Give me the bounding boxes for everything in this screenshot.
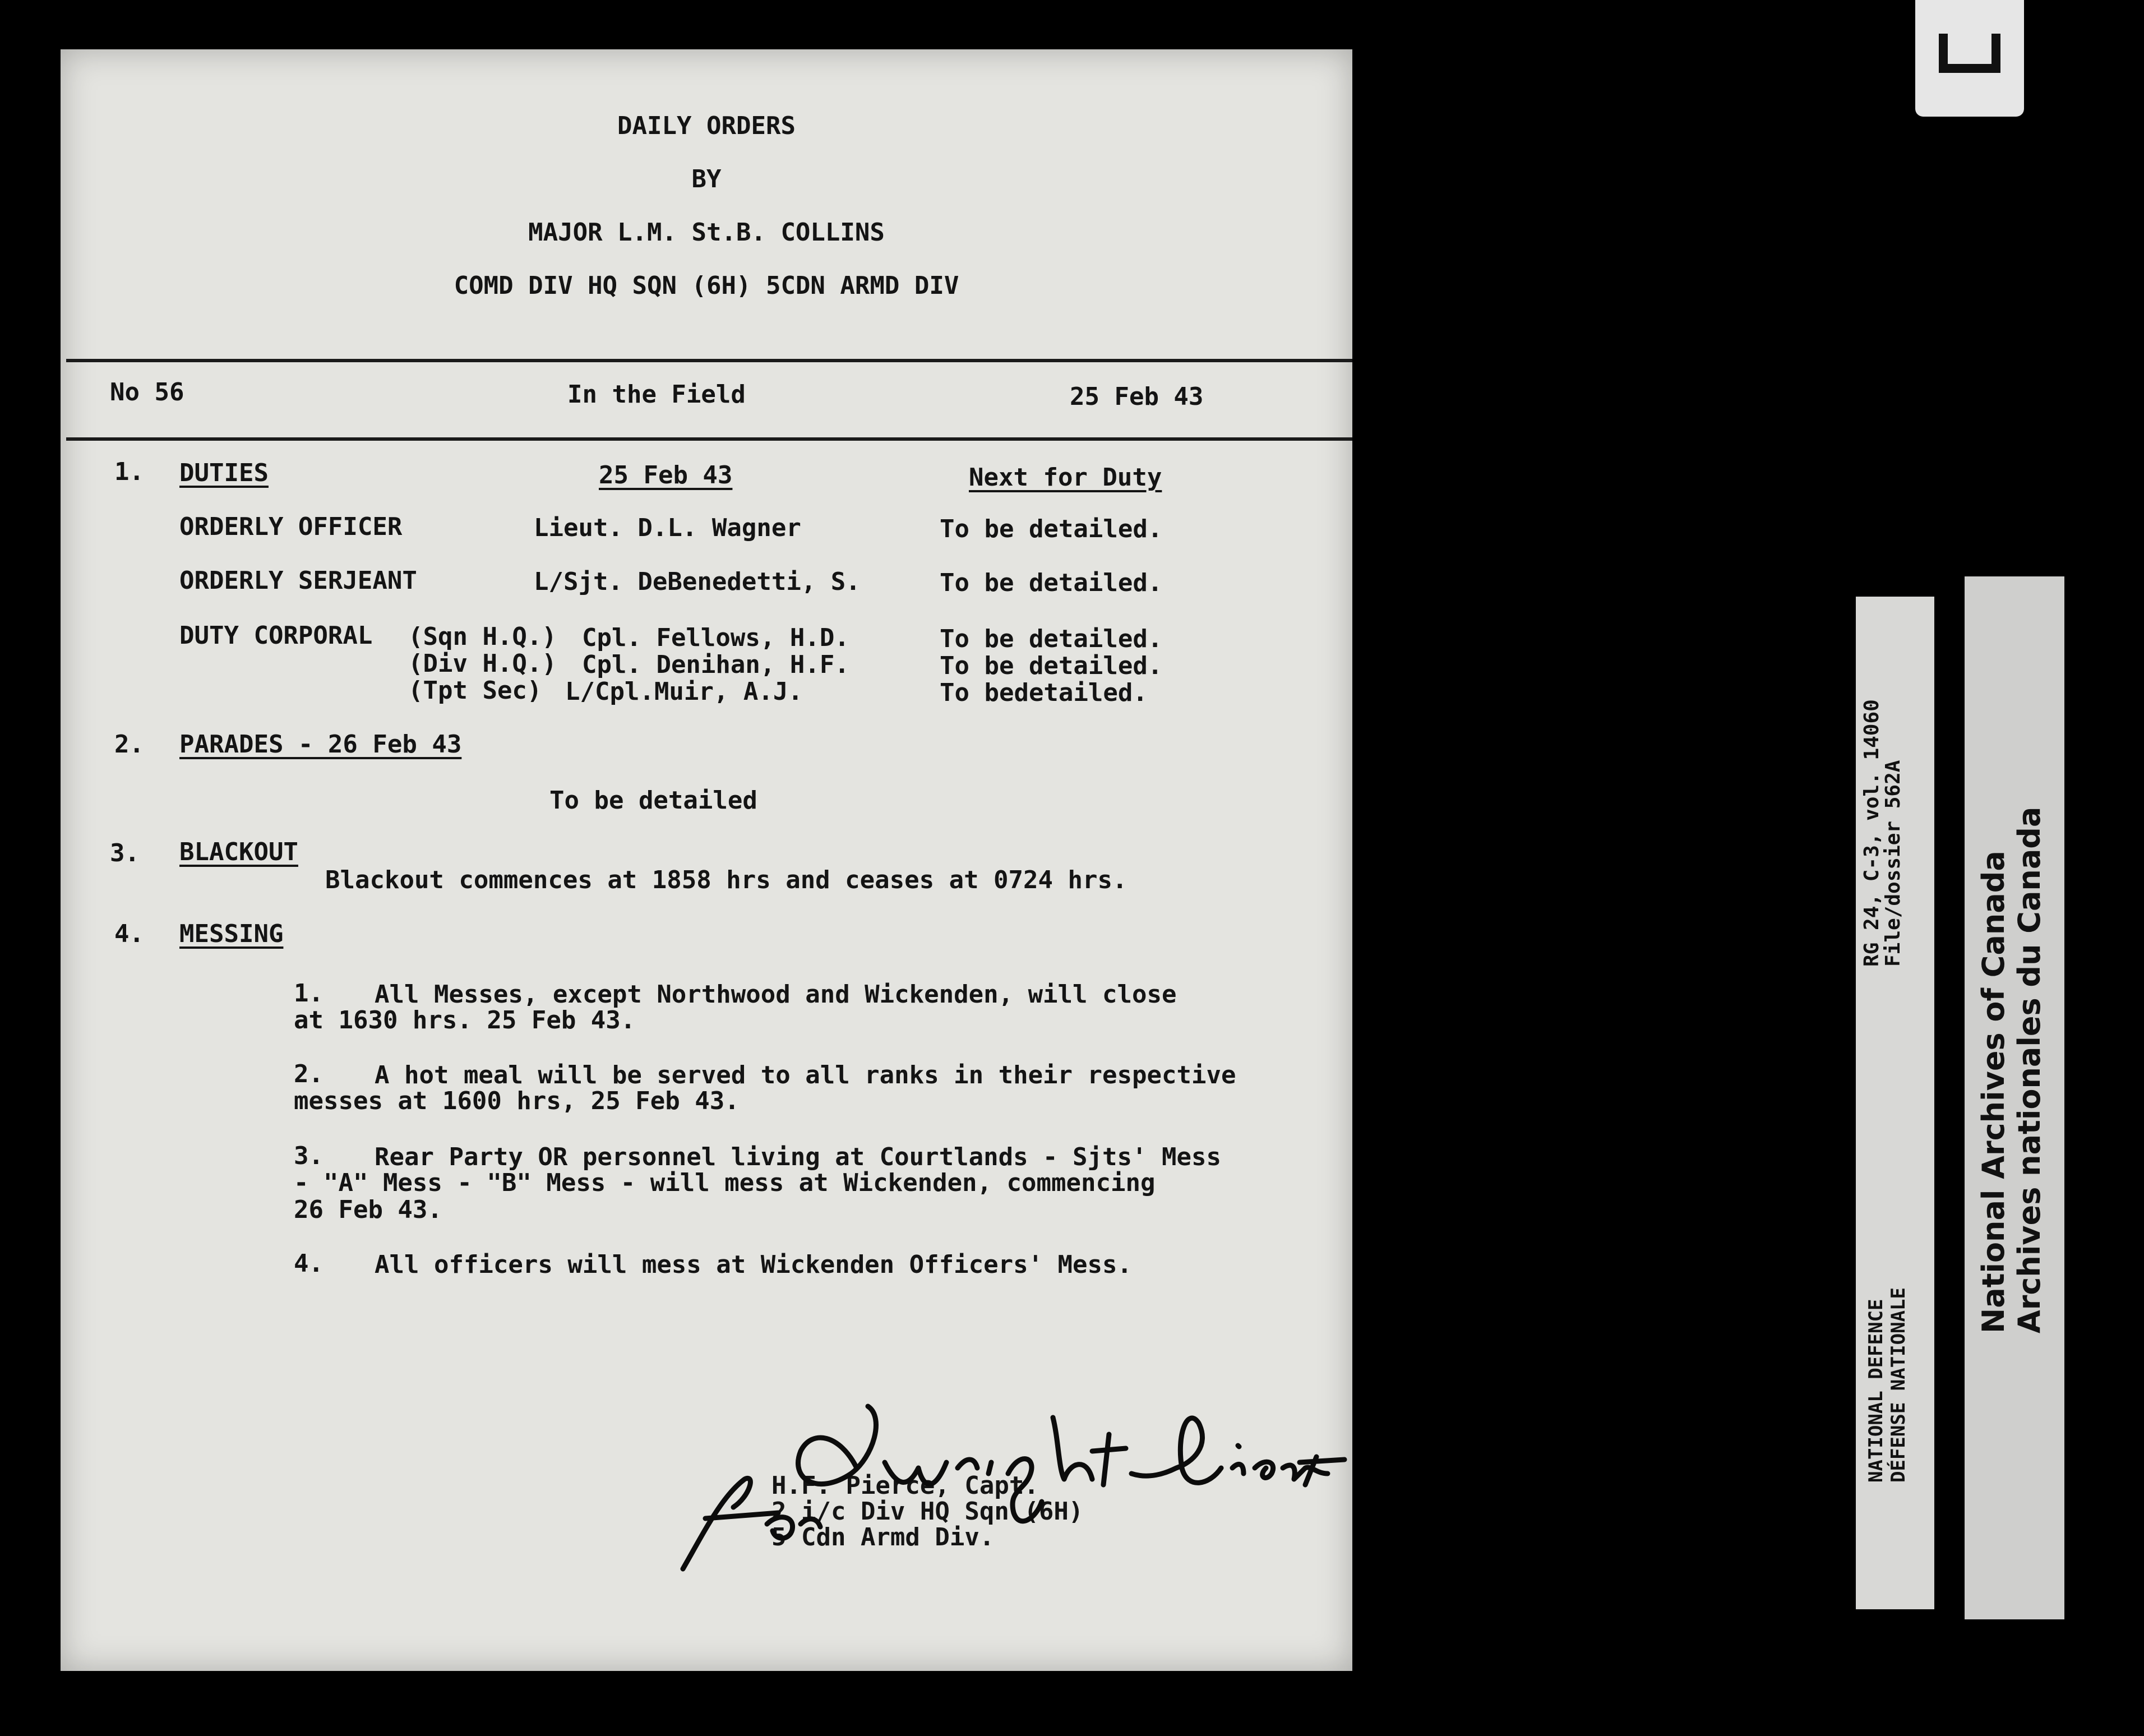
daily-orders-page: [61, 49, 1352, 1671]
archive-defense-nationale: DÉFENSE NATIONALE: [1887, 1287, 1910, 1483]
section-number-messing: 4.: [114, 920, 144, 948]
section-number-parades: 2.: [114, 730, 144, 759]
section-number-duties: 1.: [114, 458, 144, 486]
archive-national-defence: NATIONAL DEFENCE: [1865, 1299, 1887, 1483]
duty-next: To be detailed.: [940, 652, 1163, 680]
duty-role: ORDERLY SERJEANT: [179, 566, 417, 595]
signature-name: H.F. Pierce, Capt.: [771, 1471, 1039, 1500]
messing-item-line: 26 Feb 43.: [294, 1195, 442, 1224]
section-heading-duties: DUTIES: [179, 459, 269, 487]
blackout-text: Blackout commences at 1858 hrs and ceases at 0724 hrs.: [325, 866, 1128, 894]
duty-unit: (Tpt Sec): [408, 676, 542, 705]
duty-name: Cpl. Denihan, H.F.: [582, 650, 849, 679]
title-commander: MAJOR L.M. St.B. COLLINS: [528, 218, 885, 247]
handwritten-signature: [672, 1384, 1352, 1586]
duty-name: Lieut. D.L. Wagner: [534, 514, 801, 542]
messing-item-line: A hot meal will be served to all ranks in their respective: [375, 1061, 1236, 1089]
duty-role: DUTY CORPORAL: [179, 621, 373, 650]
archive-name-french: Archives nationales du Canada: [2012, 806, 2047, 1333]
messing-item-line: All officers will mess at Wickenden Officers' Mess.: [375, 1250, 1133, 1279]
section-heading-parades: PARADES - 26 Feb 43: [179, 730, 462, 759]
title-by: BY: [691, 165, 722, 193]
archive-name-english: National Archives of Canada: [1976, 851, 2011, 1333]
archive-reference-strip: [1856, 597, 1934, 1609]
title-daily-orders: DAILY ORDERS: [617, 112, 796, 140]
messing-item-number: 2.: [294, 1060, 324, 1088]
duty-next: To be detailed.: [940, 569, 1163, 597]
messing-item-line: - "A" Mess - "B" Mess - will mess at Wickenden, commencing: [294, 1169, 1156, 1197]
signature-appointment: 2 i/c Div HQ Sqn (6H): [771, 1497, 1084, 1526]
messing-item-line: Rear Party OR personnel living at Courtlands - Sjts' Mess: [375, 1143, 1221, 1171]
header-rule-bottom: [66, 437, 1352, 441]
parades-text: To be detailed: [549, 786, 757, 815]
duties-col-next: Next for Duty: [969, 463, 1162, 492]
duty-unit: (Sqn H.Q.): [408, 622, 557, 651]
duty-next: To be detailed.: [940, 625, 1163, 653]
messing-item-line: at 1630 hrs. 25 Feb 43.: [294, 1006, 636, 1035]
duty-next: To bedetailed.: [940, 678, 1148, 707]
order-number: No 56: [110, 378, 184, 407]
order-location: In the Field: [567, 380, 746, 409]
header-rule-top: [66, 359, 1352, 362]
duty-role: ORDERLY OFFICER: [179, 513, 403, 541]
duty-name: L/Sjt. DeBenedetti, S.: [534, 567, 861, 596]
order-date: 25 Feb 43: [1070, 382, 1204, 411]
section-heading-messing: MESSING: [179, 920, 284, 948]
archive-mark-icon-stroke: [1939, 34, 1948, 56]
title-unit: COMD DIV HQ SQN (6H) 5CDN ARMD DIV: [454, 271, 959, 300]
duty-next: To be detailed.: [940, 515, 1163, 543]
messing-item-line: All Messes, except Northwood and Wickenden, will close: [375, 980, 1177, 1009]
section-heading-blackout: BLACKOUT: [179, 838, 298, 866]
duties-col-date: 25 Feb 43: [599, 461, 733, 490]
archive-mark-icon: [1939, 34, 2000, 73]
messing-item-number: 1.: [294, 979, 324, 1008]
archive-stamp-strip: [1965, 576, 2064, 1619]
messing-item-number: 3.: [294, 1142, 324, 1170]
messing-item-number: 4.: [294, 1249, 324, 1278]
archive-rg-reference: RG 24, C-3, vol. 14060: [1860, 699, 1883, 967]
signature-formation: 5 Cdn Armd Div.: [771, 1523, 995, 1552]
duty-unit: (Div H.Q.): [408, 649, 557, 678]
section-number-blackout: 3.: [110, 839, 140, 867]
duty-name: Cpl. Fellows, H.D.: [582, 624, 849, 652]
archive-file-reference: File/dossier 562A: [1882, 760, 1905, 967]
duty-name: L/Cpl.Muir, A.J.: [565, 677, 803, 706]
archive-corner-tab: [1915, 0, 2024, 117]
messing-item-line: messes at 1600 hrs, 25 Feb 43.: [294, 1087, 740, 1115]
